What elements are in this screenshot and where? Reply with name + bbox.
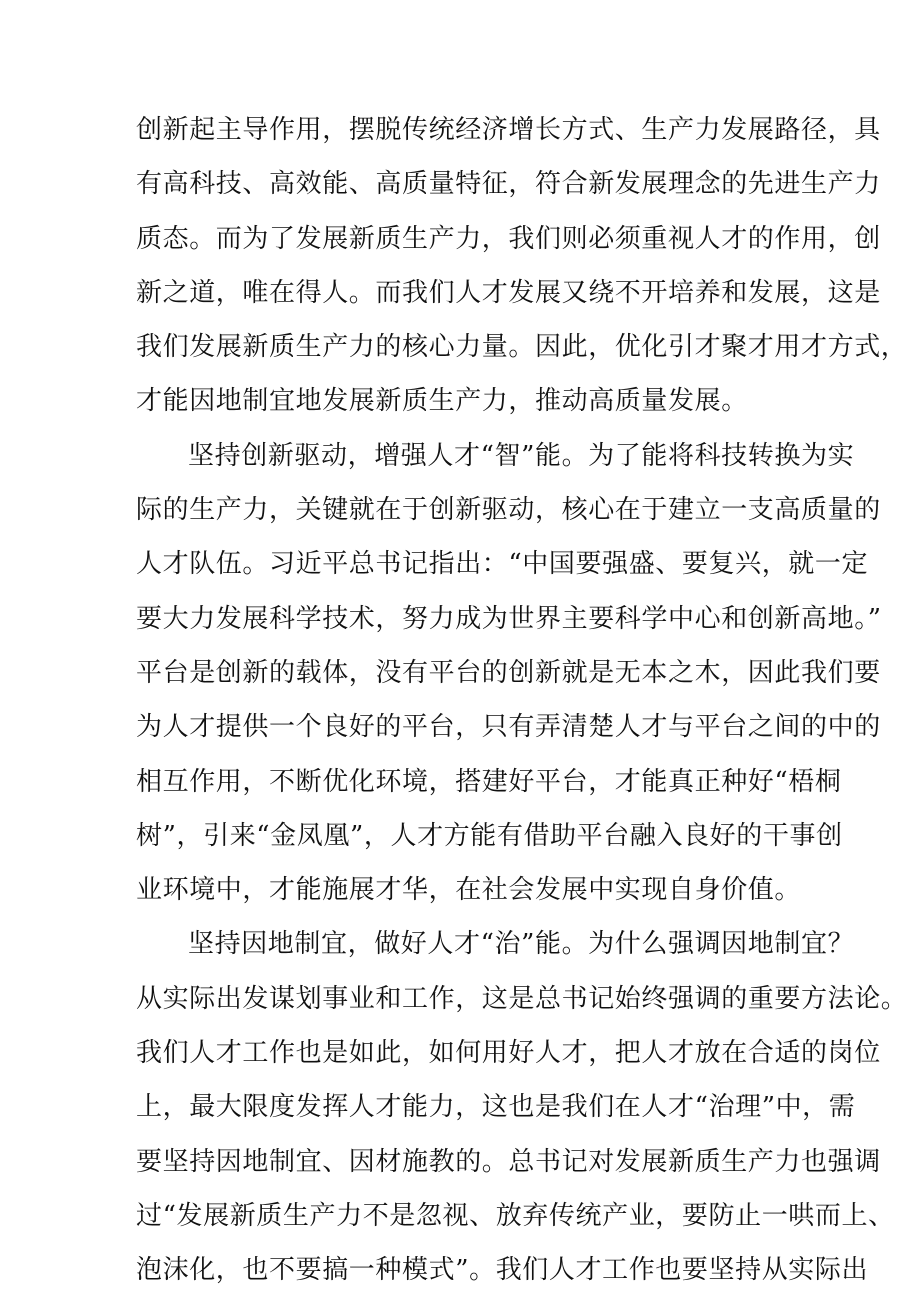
text-line: 质态。而为了发展新质生产力，我们则必须重视人才的作用，创: [136, 223, 881, 254]
text-line: 平台是创新的载体，没有平台的创新就是无本之木，因此我们要: [136, 657, 881, 688]
text-line: 际的生产力，关键就在于创新驱动，核心在于建立一支高质量的: [136, 495, 881, 526]
text-line: 为人才提供一个良好的平台，只有弄清楚人才与平台之间的中的: [136, 712, 881, 743]
text-line: 有高科技、高效能、高质量特征，符合新发展理念的先进生产力: [136, 169, 881, 200]
text-line: 要大力发展科学技术，努力成为世界主要科学中心和创新高地。”: [136, 603, 882, 634]
text-line: 我们发展新质生产力的核心力量。因此，优化引才聚才用才方式，: [136, 332, 908, 363]
text-line: 相互作用，不断优化环境，搭建好平台，才能真正种好“梧桐: [136, 766, 842, 797]
text-line: 泡沫化，也不要搞一种模式”。我们人才工作也要坚持从实际出: [136, 1255, 869, 1286]
text-line: 从实际出发谋划事业和工作，这是总书记始终强调的重要方法论。: [136, 983, 908, 1014]
text-line: 人才队伍。习近平总书记指出：“中国要强盛、要复兴，就一定: [136, 549, 869, 580]
text-line: 才能因地制宜地发展新质生产力，推动高质量发展。: [136, 386, 748, 417]
text-line: 业环境中，才能施展才华，在社会发展中实现自身价值。: [136, 875, 802, 906]
text-line: 上，最大限度发挥人才能力，这也是我们在人才“治理”中，需: [136, 1092, 856, 1123]
text-line: 树”，引来“金凤凰”，人才方能有借助平台融入良好的干事创: [136, 820, 843, 851]
document-body: [136, 103, 908, 1298]
paragraph-start-line: 坚持创新驱动，增强人才“智”能。为了能将科技转换为实: [188, 440, 855, 471]
text-line: 创新起主导作用，摆脱传统经济增长方式、生产力发展路径，具: [136, 115, 881, 145]
text-line: 过“发展新质生产力不是忽视、放弃传统产业，要防止一哄而上、: [136, 1200, 895, 1231]
text-line: 新之道，唯在得人。而我们人才发展又绕不开培养和发展，这是: [136, 277, 881, 308]
text-line: 我们人才工作也是如此，如何用好人才，把人才放在合适的岗位: [136, 1038, 881, 1069]
text-line: 要坚持因地制宜、因材施教的。总书记对发展新质生产力也强调: [136, 1146, 881, 1177]
paragraph-start-line: 坚持因地制宜，做好人才“治”能。为什么强调因地制宜？: [188, 929, 855, 960]
